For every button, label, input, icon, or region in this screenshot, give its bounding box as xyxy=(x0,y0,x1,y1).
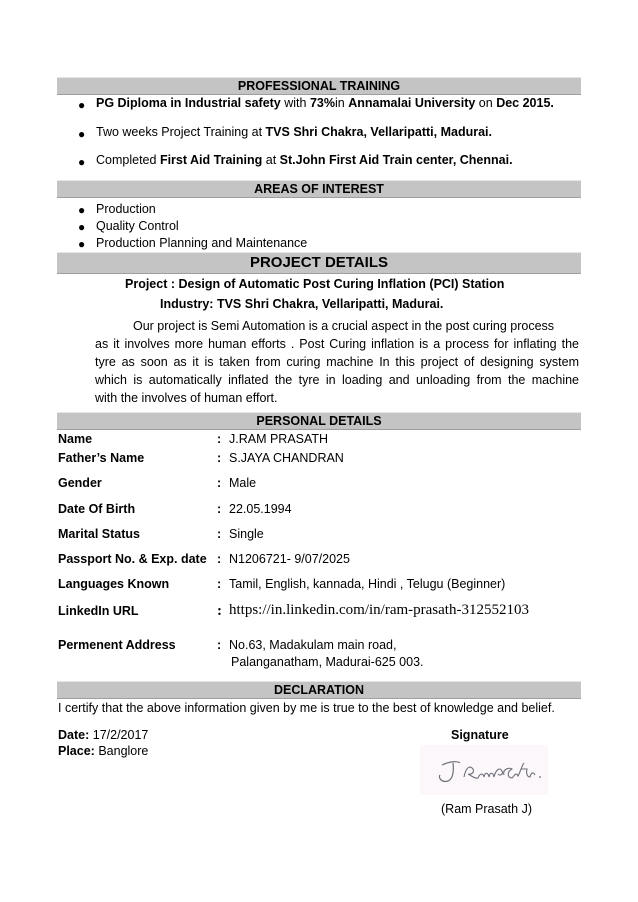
project-industry: Industry: TVS Shri Chakra, Vellaripatti, Madurai. xyxy=(160,297,444,311)
date-value: 17/2/2017 xyxy=(92,728,149,742)
bullet-icon: ● xyxy=(78,98,86,112)
professional-training-heading: PROFESSIONAL TRAINING xyxy=(57,77,581,95)
training-item-1: PG Diploma in Industrial safety with 73%in Annamalai University on Dec 2015. xyxy=(96,96,554,110)
date-line xyxy=(58,728,148,742)
date-label: Date: xyxy=(58,728,90,742)
linkedin-url: https://in.linkedin.com/in/ram-prasath-312552103 xyxy=(229,602,529,618)
bullet-icon: ● xyxy=(78,155,86,169)
bullet-icon: ● xyxy=(78,203,86,217)
areas-of-interest-heading: AREAS OF INTEREST xyxy=(57,180,581,198)
field-value: N1206721- 9/07/2025 xyxy=(229,552,350,566)
training-item-2: Two weeks Project Training at TVS Shri Chakra, Vellaripatti, Madurai. xyxy=(96,125,492,139)
field-colon: : xyxy=(217,476,222,490)
declaration-heading: DECLARATION xyxy=(57,681,581,699)
project-description-line: with the involves of human effort. xyxy=(95,391,278,405)
field-value: Tamil, English, kannada, Hindi , Telugu (Beginner) xyxy=(229,577,506,591)
signature-scrawl-icon xyxy=(420,745,548,795)
address-line-2: Palanganatham, Madurai-625 003. xyxy=(231,655,424,669)
personal-details-heading: PERSONAL DETAILS xyxy=(57,412,581,430)
field-value: S.JAYA CHANDRAN xyxy=(229,451,344,465)
field-label: Date Of Birth xyxy=(58,502,136,516)
field-label: Father’s Name xyxy=(58,451,145,465)
project-description-line: as it involves more human efforts . Post Curing inflation is a process for inflating the xyxy=(95,337,579,351)
interest-item: Production Planning and Maintenance xyxy=(96,236,308,250)
interest-item: Quality Control xyxy=(96,219,179,233)
place-value: Banglore xyxy=(98,744,149,758)
field-value: J.RAM PRASATH xyxy=(229,432,329,446)
project-description-line: Our project is Semi Automation is a crucial aspect in the post curing process xyxy=(133,319,555,333)
field-colon: : xyxy=(217,603,222,619)
project-title: Project : Design of Automatic Post Curing Inflation (PCI) Station xyxy=(125,277,505,291)
field-value: Male xyxy=(229,476,257,490)
field-label: Permenent Address xyxy=(58,638,176,652)
field-label: Marital Status xyxy=(58,527,140,541)
field-colon: : xyxy=(217,552,222,566)
bullet-icon: ● xyxy=(78,127,86,141)
field-label: LinkedIn URL xyxy=(58,604,139,618)
project-description-line: which is automatically inflated the tyre in loading and unloading from the machine xyxy=(95,373,579,387)
field-colon: : xyxy=(217,432,222,446)
bullet-icon: ● xyxy=(78,220,86,234)
field-label: Gender xyxy=(58,476,102,490)
field-colon: : xyxy=(217,502,222,516)
field-value: 22.05.1994 xyxy=(229,502,292,516)
field-label: Name xyxy=(58,432,93,446)
signer-name: (Ram Prasath J) xyxy=(441,802,532,816)
field-value: Single xyxy=(229,527,264,541)
field-colon: : xyxy=(217,527,222,541)
signature-label: Signature xyxy=(451,728,509,742)
declaration-text: I certify that the above information given by me is true to the best of knowledge and belief. xyxy=(58,701,555,715)
field-label: Languages Known xyxy=(58,577,170,591)
field-colon: : xyxy=(217,577,222,591)
project-details-heading: PROJECT DETAILS xyxy=(57,252,581,274)
address-line-1: No.63, Madakulam main road, xyxy=(229,638,397,652)
place-line xyxy=(58,744,148,758)
place-label: Place: xyxy=(58,744,95,758)
field-label: Passport No. & Exp. date xyxy=(58,552,207,566)
field-colon: : xyxy=(217,638,222,652)
bullet-icon: ● xyxy=(78,237,86,251)
training-item-3: Completed First Aid Training at St.John First Aid Train center, Chennai. xyxy=(96,153,513,167)
field-colon: : xyxy=(217,451,222,465)
signature-image xyxy=(420,745,548,795)
project-description-line: tyre as soon as it is taken from curing machine In this project of designing system xyxy=(95,355,579,369)
interest-item: Production xyxy=(96,202,156,216)
